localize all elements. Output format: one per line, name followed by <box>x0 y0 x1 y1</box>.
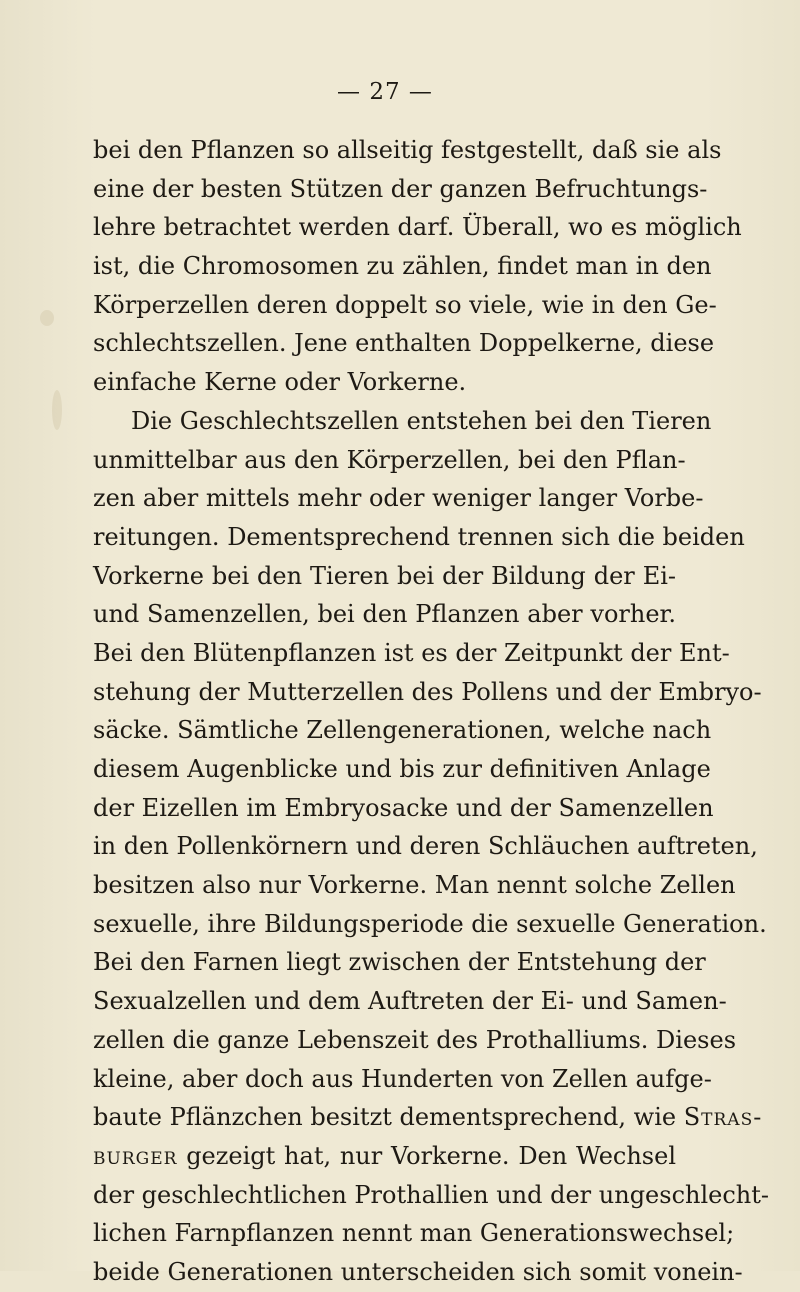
text-line: diesem Augenblicke und bis zur definitiven Anlage <box>93 755 711 783</box>
text-line: zellen die ganze Lebenszeit des Prothalliums. Dieses <box>93 1025 737 1054</box>
text-line: Bei den Blütenpflanzen ist es der Zeitpunkt der Ent- <box>93 638 730 667</box>
text-line-with-smallcaps <box>93 1137 676 1176</box>
text-line: einfache Kerne oder Vorkerne. <box>93 368 467 397</box>
text-line: Körperzellen deren doppelt so viele, wie in den Ge- <box>93 290 717 319</box>
text-segment: gezeigt hat, nur Vorkerne. Den Wechsel <box>186 1141 676 1170</box>
text-line: zen aber mittels mehr oder weniger langer Vorbe- <box>93 484 704 513</box>
author-name-smallcaps: burger <box>93 1141 178 1170</box>
text-line: Sexualzellen und dem Auftreten der Ei- und Samen- <box>93 987 727 1016</box>
text-line: der geschlechtlichen Prothallien und der ungeschlecht- <box>93 1180 770 1209</box>
text-line: lichen Farnpflanzen nennt man Generationswechsel; <box>93 1219 735 1248</box>
text-line: reitungen. Dementsprechend trennen sich die beiden <box>93 522 745 551</box>
text-line: und Samenzellen, bei den Pflanzen aber vorher. <box>93 600 676 629</box>
text-line-with-smallcaps <box>93 1098 763 1137</box>
paper-stain <box>52 390 62 430</box>
text-line: unmittelbar aus den Körperzellen, bei den Pflan- <box>93 445 686 474</box>
text-line: säcke. Sämtliche Zellengenerationen, welche nach <box>93 716 712 745</box>
page-number: — 27 — <box>337 79 433 105</box>
text-segment: baute Pflänzchen besitzt dementsprechend, wie <box>93 1103 677 1132</box>
text-line: bei den Pflanzen so allseitig festgestellt, daß sie als <box>93 136 722 164</box>
text-line: kleine, aber doch aus Hunderten von Zellen aufge- <box>93 1064 712 1093</box>
text-line: ist, die Chromosomen zu zählen, findet man in den <box>93 252 712 281</box>
text-line: besitzen also nur Vorkerne. Man nennt solche Zellen <box>93 871 736 900</box>
text-line: eine der besten Stützen der ganzen Befruchtungs- <box>93 174 708 203</box>
text-line: beide Generationen unterscheiden sich somit vonein- <box>93 1257 743 1286</box>
text-line: in den Pollenkörnern und deren Schläuchen auftreten, <box>93 832 758 861</box>
text-line: Vorkerne bei den Tieren bei der Bildung der Ei- <box>93 561 676 590</box>
text-line: schlechtszellen. Jene enthalten Doppelkerne, diese <box>93 329 715 358</box>
text-line: Bei den Farnen liegt zwischen der Entstehung der <box>93 948 706 977</box>
text-line: lehre betrachtet werden darf. Überall, wo es möglich <box>93 213 742 242</box>
text-line: Die Geschlechtszellen entstehen bei den Tieren <box>131 406 712 435</box>
author-name-smallcaps: Stras- <box>683 1103 763 1132</box>
paper-stain <box>40 310 54 326</box>
text-line: stehung der Mutterzellen des Pollens und der Embryo- <box>93 677 762 706</box>
text-line: sexuelle, ihre Bildungsperiode die sexuelle Generation. <box>93 909 767 938</box>
body-text <box>93 131 770 1292</box>
text-line: der Eizellen im Embryosacke und der Samenzellen <box>93 793 714 822</box>
